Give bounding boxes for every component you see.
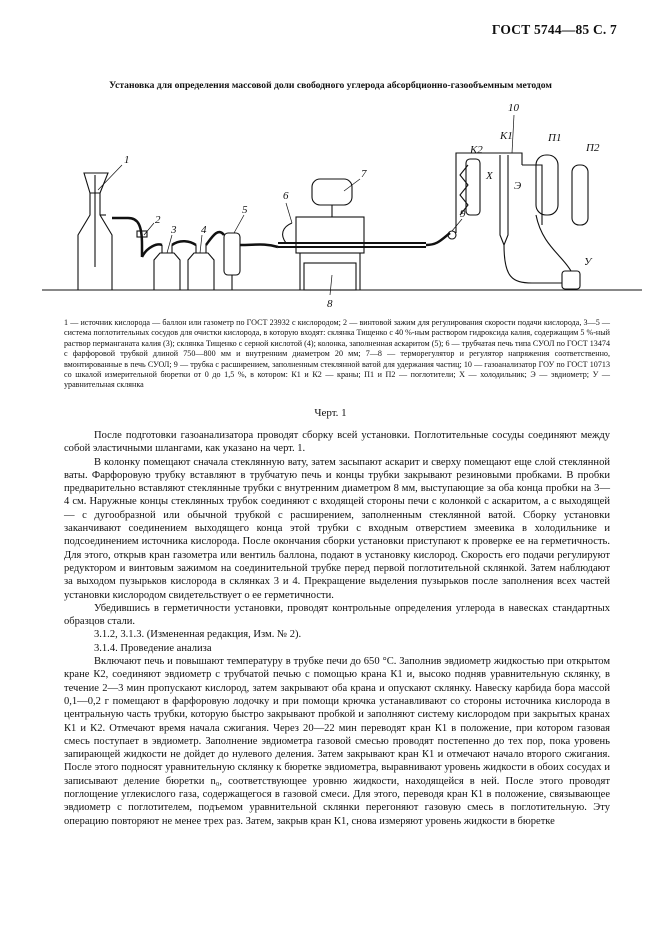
label-7: 7 <box>361 168 367 180</box>
label-5: 5 <box>242 204 248 216</box>
label-k2: К2 <box>470 144 483 156</box>
paragraph: Включают печь и повышают температуру в трубке печи до 650 °С. Заполнив эвдиометр жидкостью при открытом кране К2, соединяют эвдиометр с трубчатой печью с помощью крана К1 и, высоко подняв уравнительную склянку, в течение 2—3 мин пропускают кислород, затем закрывают оба крана и опускают склянку. Навеску карбида бора массой 0,1—0,2 г помещают в фарфоровую лодочку и при помощи крючка устанавливают со стороны источника кислорода в центральную часть трубки, которую быстро закрывают пробкой и заполняют систему кислородом при закрытых кранах К1 и К2. Отмечают время начала сжигания. Через 20—22 мин переводят кран К1 в положение, при котором газовая смесь поступает в эвдиометр. Заполнение эвдиометра газовой смесью проводят постепенно до тех пор, пока уровень запирающей жидкости не дойдет до нулевого деления. Затем закрывают кран К1 и отмечают начало второго сжигания. После этого подносят уравнительную склянку к бюретке эвдиометра, выравнивают уровень жидкости в обоих сосудах и записывают деление бюретки n₀, соответствующее уровню жидкости, находящейся в ней. После этого проводят поглощение углекислого газа, содержащегося в газовой смеси. Для этого, переводя кран К1 в положение, связывающее эвдиометр с поглотителем, подъемом уравнительной склянки перегоняют газовую смесь в поглотительную. Эту операцию повторяют не менее трех раз. Затем, закрыв кран К1, снова измеряют уровень жидкости в бюретке <box>64 656 610 827</box>
ascarite-column <box>206 232 278 290</box>
label-e: Э <box>514 180 522 192</box>
label-10: 10 <box>508 102 519 114</box>
label-x: Х <box>486 170 493 182</box>
body-text <box>64 429 610 828</box>
oxygen-source <box>78 173 128 290</box>
label-u: У <box>584 256 592 268</box>
caption-text: 1 — источник кислорода — баллон или газометр по ГОСТ 23932 с кислородом; 2 — винтовой зажим для регулирования скорости подачи кислорода, 3—5 — система поглотительных сосудов для очистки кислорода, в которую входят: склянка Тищенко с 40 %-ным раствором гидроксида калия, содержащим 5 %-ный раствор перманганата калия (3); склянка Тищенко с серной кислотой (4); колонка, заполненная аскаритом (5); 6 — трубчатая печь типа СУОЛ по ГОСТ 13474 с фарфоровой трубкой длиной 750—800 мм и внутренним диаметром 20 мм; 7—8 — терморегулятор и регулятор напряжения соответственно, вмонтированные в печь СУОЛ; 9 — трубка с расширением, заполненным стеклянной ватой для удержания частиц; 10 — газоанализатор ГОУ по ГОСТ 10713 со шкалой измерительной бюретки от 0 до 1,5 %, в котором: К1 и К2 — краны; П1 и П2 — поглотители; Х — холодильник; Э — эвдиометр; У — уравнительная склянка <box>64 318 610 390</box>
tishchenko-flask-3 <box>142 245 180 291</box>
paragraph: В колонку помещают сначала стеклянную вату, затем засыпают аскарит и сверху помещают еще слой стеклянной ваты. Фарфоровую трубку вставляют в трубчатую печь и концы трубки закрывают резиновыми пробками. В пробки предварительно вставляют стеклянные трубки с внутренним диаметром 8 мм, выступающие за оба конца пробки на 3—4 см. Наружные концы стеклянных трубок соединяют с входящей стороны печи с колонкой с аскаритом, а с выходящей — с дугообразной или обычной трубкой с расширением, заполненным стеклянной ватой. Сборку установки заканчивают соединением выходящего конца этой трубки с входным отверстием змеевика в холодильнике и подсоединением источника кислорода. После окончания сборки установки приступают к проверке ее на герметичность. Для этого, открыв кран газометра или вентиль баллона, подают в установку кислород. Скорость его подачи регулируют редуктором и винтовым зажимом на соединительной трубке перед первой поглотительной склянкой. Затем наблюдают за выходом пузырьков кислорода в склянках 3 и 4. Прекращение выделения пузырьков после заполнения всех частей установки кислородом свидетельствует о ее герметичности. <box>64 456 610 601</box>
gas-analyzer <box>456 153 588 289</box>
section-3-1-2: 3.1.2, 3.1.3. (Измененная редакция, Изм. № 2). <box>94 629 302 641</box>
figure-caption <box>64 318 610 391</box>
label-4: 4 <box>201 224 207 236</box>
page-header: ГОСТ 5744—85 С. 7 <box>491 22 617 37</box>
label-8: 8 <box>327 298 333 310</box>
label-p1: П1 <box>548 132 562 144</box>
tube-furnace <box>278 179 426 290</box>
figure-title: Установка для определения массовой доли свободного углерода абсорбционно-газообъемным методом <box>109 80 552 91</box>
screw-clamp <box>128 218 147 257</box>
paragraph: После подготовки газоанализатора проводят сборку всей установки. Поглотительные сосуды соединяют между собой эластичными шлангами, как указано на черт. 1. <box>64 430 610 455</box>
expansion-tube <box>426 231 456 245</box>
figure-number: Черт. 1 <box>314 407 347 419</box>
tishchenko-flask-4 <box>172 241 214 290</box>
section-3-1-4: 3.1.4. Проведение анализа <box>94 642 212 654</box>
label-9: 9 <box>460 208 466 220</box>
label-6: 6 <box>283 190 289 202</box>
label-k1: К1 <box>500 130 513 142</box>
apparatus-diagram <box>42 95 642 315</box>
label-1: 1 <box>124 154 130 166</box>
label-p2: П2 <box>586 142 600 154</box>
label-3: 3 <box>171 224 177 236</box>
paragraph: Убедившись в герметичности установки, проводят контрольные определения углерода в навесках стандартных образцов стали. <box>64 602 610 628</box>
label-2: 2 <box>155 214 161 226</box>
